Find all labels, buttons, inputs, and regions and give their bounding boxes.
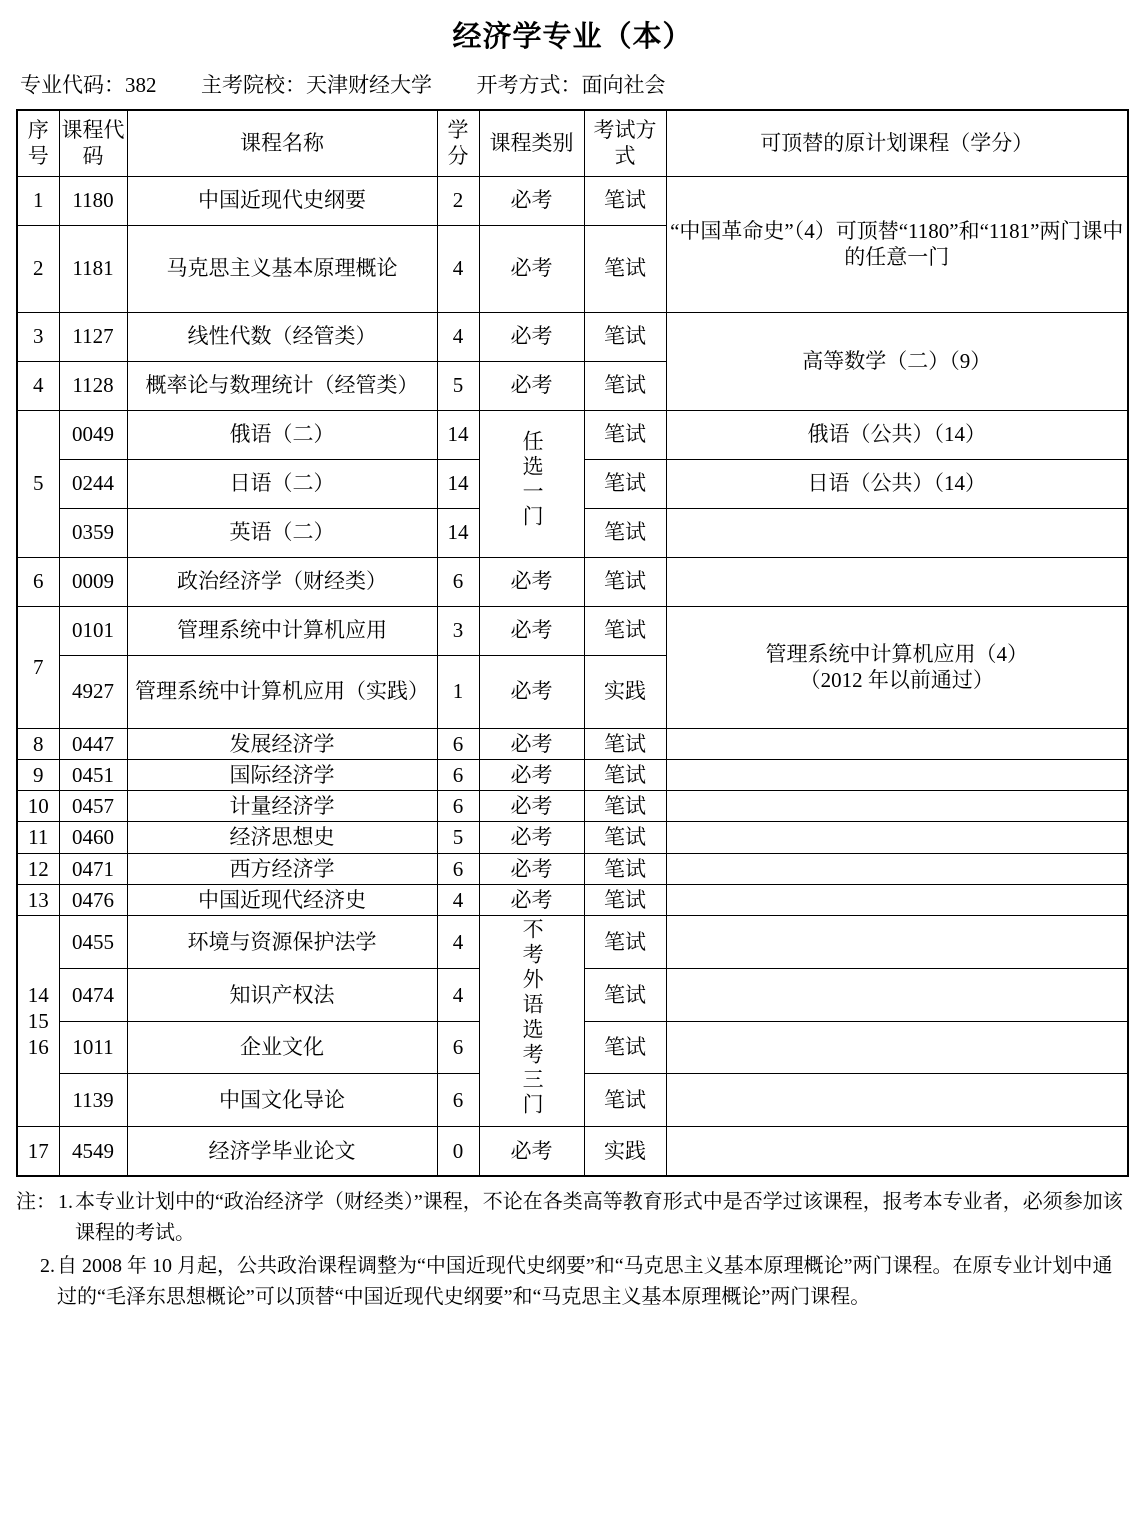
cell-credit: 4 — [437, 884, 479, 915]
cell-category: 必考 — [479, 853, 584, 884]
notes-section — [16, 1187, 1129, 1313]
cell-credit: 6 — [437, 728, 479, 759]
cell-exam: 笔试 — [584, 176, 666, 225]
cell-name: 国际经济学 — [127, 759, 437, 790]
cell-no: 6 — [17, 557, 59, 606]
major-code-label: 专业代码： — [20, 73, 125, 97]
cell-no: 2 — [17, 225, 59, 312]
cell-exam: 笔试 — [584, 508, 666, 557]
cell-code: 1181 — [59, 225, 127, 312]
table-row — [17, 606, 1128, 655]
cell-code: 4927 — [59, 655, 127, 728]
cell-code: 1139 — [59, 1074, 127, 1127]
cell-no: 12 — [17, 853, 59, 884]
cell-category: 必考 — [479, 884, 584, 915]
cell-exam: 笔试 — [584, 1074, 666, 1127]
page-title: 经济学专业（本） — [452, 21, 693, 53]
cell-code: 0476 — [59, 884, 127, 915]
cell-credit: 3 — [437, 606, 479, 655]
cell-credit: 5 — [437, 822, 479, 853]
cell-credit: 4 — [437, 916, 479, 969]
header-replace: 可顶替的原计划课程（学分） — [666, 110, 1128, 176]
cell-credit: 14 — [437, 508, 479, 557]
table-row — [17, 1127, 1128, 1177]
note-item — [16, 1251, 1129, 1313]
cell-no-group — [17, 916, 59, 1127]
table-row — [17, 884, 1128, 915]
cell-code: 0447 — [59, 728, 127, 759]
cell-no: 13 — [17, 884, 59, 915]
replace-computer-line2: （2012 年以前通过） — [799, 668, 994, 692]
note-text: 自 2008 年 10 月起，公共政治课程调整为“中国近现代史纲要”和“马克思主义基本原理概论”两门课程。在原专业计划中通过的“毛泽东思想概论”可以顶替“中国近现代史纲要”和“马克思主义基本原理概论”两门课程。 — [57, 1255, 1113, 1309]
cell-category-any-one — [479, 410, 584, 557]
cell-category: 必考 — [479, 557, 584, 606]
cell-replace-empty — [666, 884, 1128, 915]
major-code-value: 382 — [125, 73, 157, 97]
cell-code: 1128 — [59, 361, 127, 410]
cell-replace-empty — [666, 759, 1128, 790]
cell-exam: 笔试 — [584, 1021, 666, 1074]
cell-replace-japanese: 日语（公共）（14） — [666, 459, 1128, 508]
note-item — [16, 1187, 1129, 1249]
cell-replace-empty — [666, 916, 1128, 969]
cell-code: 4549 — [59, 1127, 127, 1177]
cell-credit: 4 — [437, 968, 479, 1021]
cell-code: 0474 — [59, 968, 127, 1021]
cell-no: 8 — [17, 728, 59, 759]
cell-exam: 笔试 — [584, 312, 666, 361]
table-row — [17, 410, 1128, 459]
cell-name: 日语（二） — [127, 459, 437, 508]
note-text: 本专业计划中的“政治经济学（财经类）”课程，不论在各类高等教育形式中是否学过该课程，报考本专业者，必须参加该课程的考试。 — [75, 1191, 1123, 1245]
replace-computer-line1: 管理系统中计算机应用（4） — [765, 641, 1028, 666]
table-header-row — [17, 110, 1128, 176]
cell-credit: 6 — [437, 557, 479, 606]
cell-category: 必考 — [479, 791, 584, 822]
cell-exam: 实践 — [584, 1127, 666, 1177]
cell-code: 0455 — [59, 916, 127, 969]
cell-exam: 笔试 — [584, 822, 666, 853]
cell-credit: 6 — [437, 1074, 479, 1127]
cell-exam: 笔试 — [584, 916, 666, 969]
cell-name: 经济学毕业论文 — [127, 1127, 437, 1177]
cell-name: 经济思想史 — [127, 822, 437, 853]
cell-exam: 笔试 — [584, 557, 666, 606]
cell-replace-empty — [666, 1074, 1128, 1127]
document-meta — [20, 69, 1129, 99]
cell-exam: 笔试 — [584, 853, 666, 884]
table-row — [17, 312, 1128, 361]
cell-no: 14 — [27, 982, 49, 1007]
cell-exam: 实践 — [584, 655, 666, 728]
cell-category: 必考 — [479, 361, 584, 410]
school-label: 主考院校： — [201, 73, 306, 97]
cell-no: 4 — [17, 361, 59, 410]
header-code: 课程代码 — [59, 110, 127, 176]
table-row — [17, 822, 1128, 853]
cell-replace-empty — [666, 557, 1128, 606]
category-vertical-label: 任选一门 — [520, 430, 545, 531]
cell-code: 0009 — [59, 557, 127, 606]
cell-code: 0244 — [59, 459, 127, 508]
cell-name: 西方经济学 — [127, 853, 437, 884]
cell-name: 企业文化 — [127, 1021, 437, 1074]
note-label: 2. — [40, 1255, 55, 1278]
header-name: 课程名称 — [127, 110, 437, 176]
header-exam: 考试方式 — [584, 110, 666, 176]
cell-exam: 笔试 — [584, 225, 666, 312]
cell-replace-empty — [666, 728, 1128, 759]
cell-exam: 笔试 — [584, 606, 666, 655]
cell-category: 必考 — [479, 176, 584, 225]
cell-category-no-foreign — [479, 916, 584, 1127]
cell-category: 必考 — [479, 225, 584, 312]
cell-no: 10 — [17, 791, 59, 822]
cell-category: 必考 — [479, 655, 584, 728]
cell-credit: 6 — [437, 853, 479, 884]
cell-name: 计量经济学 — [127, 791, 437, 822]
cell-replace-empty — [666, 1127, 1128, 1177]
header-category: 课程类别 — [479, 110, 584, 176]
cell-credit: 14 — [437, 459, 479, 508]
cell-replace-computer — [666, 606, 1128, 728]
cell-replace-history: “中国革命史”（4）可顶替“1180”和“1181”两门课中的任意一门 — [666, 176, 1128, 312]
cell-category: 必考 — [479, 1127, 584, 1177]
cell-code: 1180 — [59, 176, 127, 225]
cell-code: 1011 — [59, 1021, 127, 1074]
cell-replace-russian: 俄语（公共）（14） — [666, 410, 1128, 459]
cell-no: 16 — [27, 1035, 49, 1060]
cell-code: 0101 — [59, 606, 127, 655]
cell-replace-empty — [666, 822, 1128, 853]
cell-exam: 笔试 — [584, 728, 666, 759]
cell-replace-empty — [666, 791, 1128, 822]
cell-name: 中国文化导论 — [127, 1074, 437, 1127]
cell-no: 5 — [17, 410, 59, 557]
cell-exam: 笔试 — [584, 410, 666, 459]
cell-replace-english — [666, 508, 1128, 557]
exam-mode-label: 开考方式： — [476, 73, 582, 97]
cell-category: 必考 — [479, 312, 584, 361]
cell-code: 0049 — [59, 410, 127, 459]
cell-credit: 6 — [437, 759, 479, 790]
cell-exam: 笔试 — [584, 791, 666, 822]
cell-code: 0451 — [59, 759, 127, 790]
header-no: 序号 — [17, 110, 59, 176]
cell-code: 0359 — [59, 508, 127, 557]
header-credit: 学分 — [437, 110, 479, 176]
note-label: 1. — [58, 1191, 73, 1214]
table-row — [17, 728, 1128, 759]
cell-name: 中国近现代史纲要 — [127, 176, 437, 225]
cell-credit: 14 — [437, 410, 479, 459]
table-row — [17, 759, 1128, 790]
table-row — [17, 853, 1128, 884]
cell-category: 必考 — [479, 759, 584, 790]
cell-credit: 4 — [437, 312, 479, 361]
cell-credit: 2 — [437, 176, 479, 225]
cell-code: 0460 — [59, 822, 127, 853]
cell-code: 0457 — [59, 791, 127, 822]
exam-mode-value: 面向社会 — [581, 73, 666, 97]
cell-name: 发展经济学 — [127, 728, 437, 759]
cell-credit: 1 — [437, 655, 479, 728]
table-row — [17, 557, 1128, 606]
cell-replace-empty — [666, 853, 1128, 884]
cell-name: 马克思主义基本原理概论 — [127, 225, 437, 312]
cell-category: 必考 — [479, 606, 584, 655]
cell-category: 必考 — [479, 728, 584, 759]
cell-credit: 5 — [437, 361, 479, 410]
cell-no: 1 — [17, 176, 59, 225]
table-row — [17, 176, 1128, 225]
cell-credit: 4 — [437, 225, 479, 312]
cell-name: 政治经济学（财经类） — [127, 557, 437, 606]
cell-no: 7 — [17, 606, 59, 728]
cell-no: 17 — [17, 1127, 59, 1177]
cell-name: 环境与资源保护法学 — [127, 916, 437, 969]
cell-credit: 6 — [437, 791, 479, 822]
category-vertical-label: 不考外语选考三门 — [520, 918, 545, 1118]
table-row — [17, 916, 1128, 969]
cell-exam: 笔试 — [584, 968, 666, 1021]
cell-name: 线性代数（经管类） — [127, 312, 437, 361]
cell-name: 中国近现代经济史 — [127, 884, 437, 915]
cell-exam: 笔试 — [584, 459, 666, 508]
cell-name: 知识产权法 — [127, 968, 437, 1021]
cell-exam: 笔试 — [584, 884, 666, 915]
cell-code: 0471 — [59, 853, 127, 884]
cell-no: 3 — [17, 312, 59, 361]
table-row — [17, 791, 1128, 822]
cell-no: 11 — [17, 822, 59, 853]
school-value: 天津财经大学 — [306, 73, 432, 97]
notes-prefix: 注： — [16, 1191, 56, 1214]
cell-code: 1127 — [59, 312, 127, 361]
cell-name: 管理系统中计算机应用（实践） — [127, 655, 437, 728]
cell-replace-empty — [666, 968, 1128, 1021]
cell-name: 管理系统中计算机应用 — [127, 606, 437, 655]
cell-name: 俄语（二） — [127, 410, 437, 459]
cell-no: 9 — [17, 759, 59, 790]
cell-no: 15 — [27, 1009, 49, 1033]
cell-replace-empty — [666, 1021, 1128, 1074]
cell-credit: 0 — [437, 1127, 479, 1177]
cell-exam: 笔试 — [584, 361, 666, 410]
cell-name: 概率论与数理统计（经管类） — [127, 361, 437, 410]
course-plan-table — [16, 109, 1129, 1177]
cell-category: 必考 — [479, 822, 584, 853]
cell-name: 英语（二） — [127, 508, 437, 557]
cell-exam: 笔试 — [584, 759, 666, 790]
cell-replace-math: 高等数学（二）（9） — [666, 312, 1128, 410]
cell-credit: 6 — [437, 1021, 479, 1074]
